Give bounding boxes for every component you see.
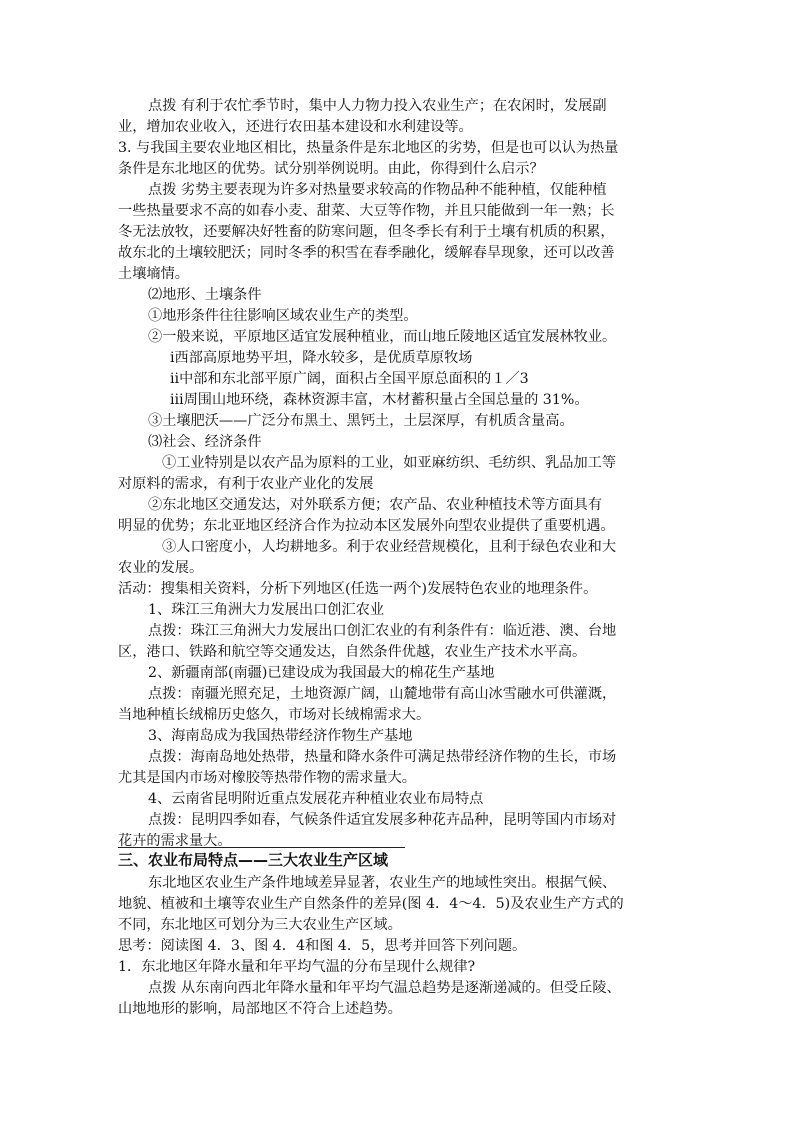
list-item: ①工业特别是以农产品为原料的工业，如亚麻纺织、毛纺织、乳品加工等 — [162, 455, 617, 471]
list-item: ③土壤肥沃——广泛分布黑土、黑钙土，土层深厚，有机质含量高。 — [148, 413, 574, 429]
paragraph-line: 不同，东北地区可划分为三大农业生产区域。 — [118, 917, 402, 933]
paragraph-line: 点拨 有利于农忙季节时，集中人力物力投入农业生产；在农闲时，发展副 — [148, 98, 607, 114]
paragraph-line: 尤其是国内市场对橡胶等热带作物的需求量大。 — [118, 770, 416, 786]
question-line: 3. 与我国主要农业地区相比，热量条件是东北地区的劣势，但是也可以认为热量 — [118, 140, 619, 156]
list-item: 3、海南岛成为我国热带经济作物生产基地 — [148, 728, 413, 744]
paragraph-line: 花卉的需求量大。 — [118, 833, 232, 849]
section-heading: 三、农业布局特点——三大农业生产区域 — [118, 851, 389, 869]
paragraph-line: 点拨 劣势主要表现为许多对热量要求较高的作物品种不能种植，仅能种植 — [148, 182, 607, 198]
list-item: ⅲ周围山地环绕，森林资源丰富，木材蓄积量占全国总量的 31%。 — [170, 392, 589, 408]
list-item: ②东北地区交通发达，对外联系方便；农产品、农业种植技术等方面具有 — [148, 497, 603, 513]
paragraph-line: 业，增加农业收入，还进行农田基本建设和水利建设等。 — [118, 119, 473, 135]
list-item: 1、珠江三角洲大力发展出口创汇农业 — [148, 602, 385, 618]
list-item: 2、新疆南部(南疆)已建设成为我国最大的棉花生产基地 — [148, 665, 495, 681]
paragraph-line: 点拨 从东南向西北年降水量和年平均气温总趋势是逐渐递减的。但受丘陵、 — [148, 980, 621, 996]
paragraph-line: 区，港口、铁路和航空等交通发达，自然条件优越，农业生产技术水平高。 — [118, 644, 587, 660]
list-item: ⅱ中部和东北部平原广阔，面积占全国平原总面积的１／3 — [170, 371, 529, 387]
paragraph-line: 土壤墒情。 — [118, 266, 189, 282]
question-line: 条件是东北地区的优势。试分别举例说明。由此，你得到什么启示？ — [118, 161, 544, 177]
paragraph-line: 故东北的土壤较肥沃；同时冬季的积雪在春季融化，缓解春旱现象，还可以改善 — [118, 245, 615, 261]
paragraph-line: 农业的发展。 — [118, 560, 204, 576]
paragraph-line: 山地地形的影响，局部地区不符合上述趋势。 — [118, 1001, 402, 1017]
activity-line: 活动：搜集相关资料，分析下列地区(任选一两个)发展特色农业的地理条件。 — [118, 581, 598, 597]
paragraph-line: 地貌、植被和土壤等农业生产自然条件的差异(图 4．4～4．5)及农业生产方式的 — [118, 896, 624, 912]
paragraph-line: 当地种植长绒棉历史悠久，市场对长绒棉需求大。 — [118, 707, 431, 723]
subheading: ⑵地形、土壤条件 — [148, 287, 262, 303]
paragraph-line: 东北地区农业生产条件地域差异显著，农业生产的地域性突出。根据气候、 — [148, 875, 617, 891]
paragraph-line: 明显的优势；东北亚地区经济合作为拉动本区发展外向型农业提供了重要机遇。 — [118, 518, 615, 534]
paragraph-line: 点拨：昆明四季如春，气候条件适宜发展多种花卉品种，昆明等国内市场对 — [148, 812, 617, 828]
list-item: ①地形条件往往影响区域农业生产的类型。 — [148, 308, 418, 324]
question-line: 思考：阅读图 4．3、图 4．4和图 4．5，思考并回答下列问题。 — [118, 938, 527, 954]
list-item: ②一般来说，平原地区适宜发展种植业，而山地丘陵地区适宜发展林牧业。 — [148, 329, 617, 345]
subheading: ⑶社会、经济条件 — [148, 434, 262, 450]
list-item: 4、云南省昆明附近重点发展花卉种植业农业布局特点 — [148, 791, 484, 807]
paragraph-line: 对原料的需求，有利于农业产业化的发展 — [118, 476, 374, 492]
list-item: ③人口密度小，人均耕地多。利于农业经营规模化，且利于绿色农业和大 — [162, 539, 617, 555]
paragraph-line: 一些热量要求不高的如春小麦、甜菜、大豆等作物，并且只能做到一年一熟；长 — [118, 203, 615, 219]
paragraph-line: 冬无法放牧，还要解决好牲畜的防寒问题，但冬季长有利于土壤有机质的积累， — [118, 224, 615, 240]
list-item: ⅰ西部高原地势平坦，降水较多，是优质草原牧场 — [170, 350, 473, 366]
heading-rule — [118, 847, 405, 848]
paragraph-line: 点拨：南疆光照充足，土地资源广阔，山麓地带有高山冰雪融水可供灌溉， — [148, 686, 617, 702]
paragraph-line: 点拨：海南岛地处热带，热量和降水条件可满足热带经济作物的生长，市场 — [148, 749, 617, 765]
paragraph-line: 点拨：珠江三角洲大力发展出口创汇农业的有利条件有：临近港、澳、台地 — [148, 623, 617, 639]
question-line: 1．东北地区年降水量和年平均气温的分布呈现什么规律? — [118, 959, 476, 975]
